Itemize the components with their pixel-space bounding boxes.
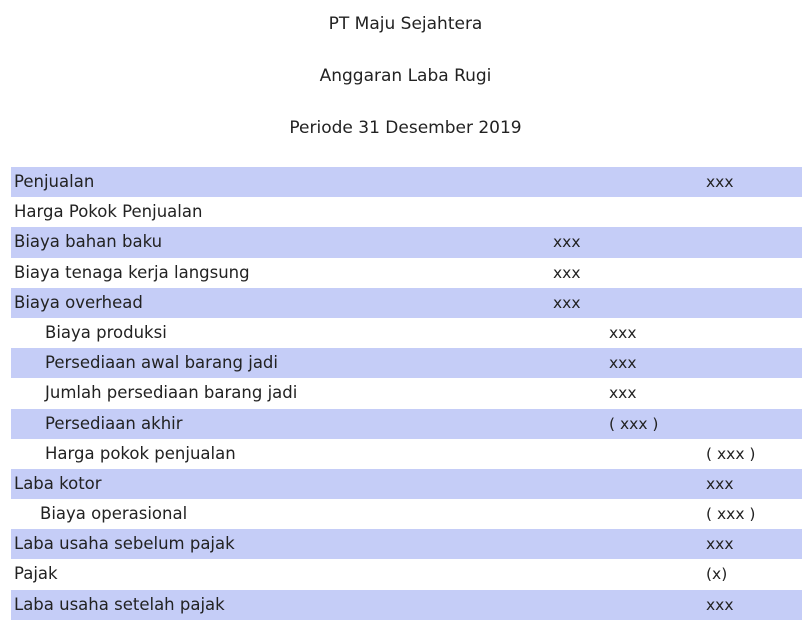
row-value-col1: xxx <box>553 263 581 282</box>
table-row <box>11 378 802 408</box>
table-row <box>11 227 802 257</box>
table-row <box>11 288 802 318</box>
row-label: Penjualan <box>14 172 95 191</box>
statement-title: Anggaran Laba Rugi <box>319 66 492 86</box>
table-row <box>11 590 802 620</box>
table-row <box>11 167 802 197</box>
row-label: Laba kotor <box>14 473 102 493</box>
statement-period: Periode 31 Desember 2019 <box>289 118 522 138</box>
row-label: Biaya tenaga kerja langsung <box>14 262 250 282</box>
row-value-col3: xxx <box>706 595 734 614</box>
row-value-col2: xxx <box>609 384 637 403</box>
row-value-col3: xxx <box>706 474 734 493</box>
row-label: Biaya produksi <box>45 322 167 342</box>
row-label: Jumlah persediaan barang jadi <box>45 383 298 403</box>
row-label: Persediaan awal barang jadi <box>45 353 278 373</box>
row-value-col1: xxx <box>553 293 581 312</box>
table-row <box>11 559 802 589</box>
row-value-col3: xxx <box>706 173 734 191</box>
table-row <box>11 318 802 348</box>
table-row <box>11 348 802 378</box>
table-row <box>11 409 802 439</box>
row-label: Laba usaha sebelum pajak <box>14 534 235 554</box>
table-row <box>11 499 802 529</box>
row-value-col3: ( xxx ) <box>706 444 756 463</box>
row-value-col2: ( xxx ) <box>609 414 659 433</box>
row-label: Harga pokok penjualan <box>45 443 236 463</box>
row-label: Biaya bahan baku <box>14 232 163 252</box>
table-row <box>11 469 802 499</box>
row-label: Biaya overhead <box>14 292 143 312</box>
row-value-col3: xxx <box>706 535 734 554</box>
row-label: Laba usaha setelah pajak <box>14 594 225 614</box>
row-label: Biaya operasional <box>40 504 188 524</box>
row-label: Harga Pokok Penjualan <box>14 202 203 222</box>
table-row <box>11 258 802 288</box>
row-label: Persediaan akhir <box>45 413 183 433</box>
income-statement-table <box>11 167 802 620</box>
row-value-col3: (x) <box>706 565 728 584</box>
row-value-col3: ( xxx ) <box>706 505 756 524</box>
table-row <box>11 197 802 227</box>
row-value-col2: xxx <box>609 354 637 373</box>
row-value-col2: xxx <box>609 323 637 342</box>
company-name: PT Maju Sejahtera <box>328 14 483 34</box>
row-value-col1: xxx <box>553 233 581 252</box>
table-row <box>11 529 802 559</box>
table-row <box>11 439 802 469</box>
row-label: Pajak <box>14 564 58 584</box>
